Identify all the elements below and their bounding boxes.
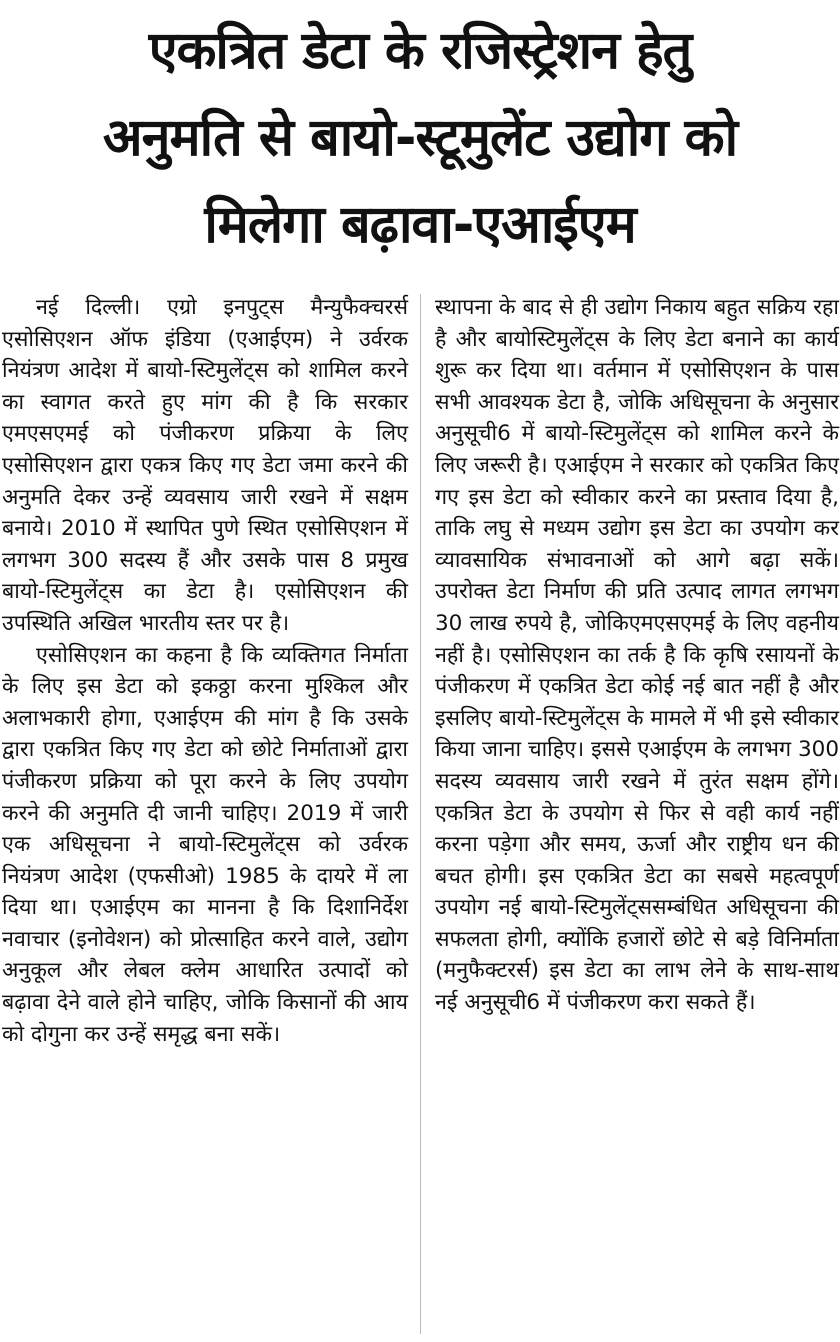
paragraph: नई दिल्ली। एग्रो इनपुट्स मैन्युफैक्चरर्स एसोसिएशन ऑफ इंडिया (एआईएम) ने उर्वरक नियंत्रण आदेश में बायो-स्टिमुलेंट्स को शामिल करने का स्वागत करते हुए मांग की है कि सरकार एमएसएमई को पंजीकरण प्रक्रिया के लिए एसोसिएशन द्वारा एकत्र किए गए डेटा जमा करने की अनुमति देकर उन्हें व्यवसाय जारी रखने में सक्षम बनाये। 2010 में स्थापित पुणे स्थित एसोसिएशन में लगभग 300 सदस्य हैं और उसके पास 8 प्रमुख बायो-स्टिमुलेंट्स का डेटा है। एसोसिएशन की उपस्थिति अखिल भारतीय स्तर पर है। [2,295,408,636]
headline-line-2: अनुमति से बायो-स्टूमुलेंट उद्योग को [102,108,738,168]
paragraph: स्थापना के बाद से ही उद्योग निकाय बहुत सक्रिय रहा है और बायोस्टिमुलेंट्स के लिए डेटा बनाने का कार्य शुरू कर दिया था। वर्तमान में एसोसिएशन के पास सभी आवश्यक डेटा है, जोकि अधिसूचना के अनुसार अनुसूची6 में बायो-स्टिमुलेंट्स को शामिल करने के लिए जरूरी है। एआईएम ने सरकार को एकत्रित किए गए इस डेटा को स्वीकार करने का प्रस्ताव दिया है, ताकि लघु से मध्यम उद्योग इस डेटा का उपयोग कर व्यावसायिक संभावनाओं को आगे बढ़ा सकें। उपरोक्त डेटा निर्माण की प्रति उत्पाद लागत लगभग 30 लाख रुपये है, जोकिएमएसएमई के लिए वहनीय नहीं है। एसोसिएशन का तर्क है कि कृषि रसायनों के पंजीकरण में एकत्रित डेटा कोई नई बात नहीं है और इसलिए बायो-स्टिमुलेंट्स के मामले में भी इसे स्वीकार किया जाना चाहिए। इससे एआईएम के लगभग 300 सदस्य व्यवसाय जारी रखने में तुरंत सक्षम होंगे। एकत्रित डेटा के उपयोग से फिर से वही कार्य नहीं करना पड़ेगा और समय, ऊर्जा और राष्ट्रीय धन की बचत होगी। इस एकत्रित डेटा का सबसे महत्वपूर्ण उपयोग नई बायो-स्टिमुलेंट्ससम्बंधित अधिसूचना की सफलता होगी, क्योंकि हजारों छोटे से बड़े विनिर्माता (मनुफैक्टरर्स) इस डेटा का लाभ लेने के साथ-साथ नई अनुसूची6 में पंजीकरण करा सकते हैं। [435,295,839,1016]
headline-line-3: मिलेगा बढ़ावा-एआईएम [204,195,636,255]
column-divider [420,294,421,1334]
article-left-column [2,292,408,1050]
headline-line-1: एकत्रित डेटा के रजिस्ट्रेशन हेतु [148,21,692,81]
headline [10,8,830,269]
paragraph: एसोसिएशन का कहना है कि व्यक्तिगत निर्माता के लिए इस डेटा को इकठ्ठा करना मुश्किल और अलाभकारी होगा, एआईएम की मांग है कि उसके द्वारा एकत्रित किए गए डेटा को छोटे निर्माताओं द्वारा पंजीकरण प्रक्रिया को पूरा करने के लिए उपयोग करने की अनुमति दी जानी चाहिए। 2019 में जारी एक अधिसूचना ने बायो-स्टिमुलेंट्स को उर्वरक नियंत्रण आदेश (एफसीओ) 1985 के दायरे में ला दिया था। एआईएम का मानना है कि दिशानिर्देश नवाचार (इनोवेशन) को प्रोत्साहित करने वाले, उद्योग अनुकूल और लेबल क्लेम आधारित उत्पादों को बढ़ावा देने वाले होने चाहिए, जोकि किसानों की आय को दोगुना कर उन्हें समृद्ध बना सकें। [2,642,408,1047]
article-right-column [435,292,839,1019]
